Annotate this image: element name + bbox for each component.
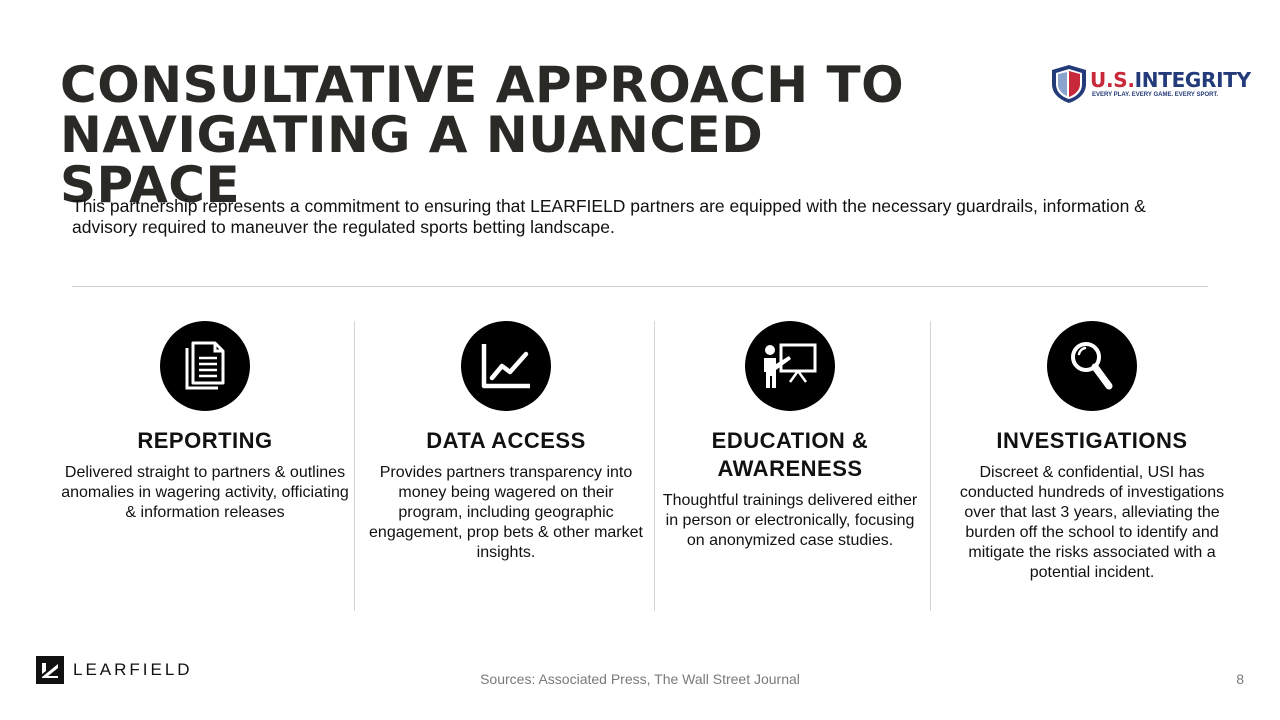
column-divider bbox=[354, 321, 355, 611]
column-title: DATA ACCESS bbox=[426, 428, 586, 453]
presenter-icon bbox=[745, 321, 835, 411]
magnifier-icon bbox=[1047, 321, 1137, 411]
column-divider bbox=[930, 321, 931, 611]
page-number: 8 bbox=[1236, 671, 1244, 687]
brand-name bbox=[1090, 70, 1251, 90]
column-title-line-1: EDUCATION & bbox=[711, 428, 869, 453]
slide-title bbox=[60, 56, 960, 214]
brand-prefix: U.S. bbox=[1090, 68, 1135, 92]
slide-title-line-1: CONSULTATIVE APPROACH TO bbox=[60, 56, 905, 114]
column-education-awareness bbox=[662, 321, 918, 611]
line-chart-icon bbox=[461, 321, 551, 411]
column-title: INVESTIGATIONS bbox=[996, 428, 1188, 453]
column-body: Thoughtful trainings delivered either in person or electronically, focusing on anonymized case studies. bbox=[662, 492, 918, 549]
column-divider bbox=[654, 321, 655, 611]
brand-tagline: EVERY PLAY. EVERY GAME. EVERY SPORT. bbox=[1092, 92, 1219, 98]
column-title-line-2: AWARENESS bbox=[717, 456, 863, 481]
column-title bbox=[662, 427, 918, 483]
column-body: Delivered straight to partners & outlines anomalies in wagering activity, officiating & information releases bbox=[61, 464, 349, 521]
learfield-wordmark: LEARFIELD bbox=[73, 660, 193, 679]
column-investigations bbox=[954, 321, 1230, 611]
column-body: Discreet & confidential, USI has conducted hundreds of investigations over that last 3 years, alleviating the burden off the school to identify and mitigate the risks associated with a potential incident. bbox=[959, 464, 1225, 581]
column-reporting bbox=[60, 321, 350, 611]
shield-icon bbox=[1050, 64, 1088, 104]
us-integrity-logo bbox=[1050, 64, 1251, 106]
sources-note: Sources: Associated Press, The Wall Street Journal bbox=[480, 671, 800, 687]
brand-word: INTEGRITY bbox=[1134, 68, 1251, 92]
column-title: REPORTING bbox=[137, 428, 273, 453]
column-data-access bbox=[366, 321, 646, 611]
column-body: Provides partners transparency into money being wagered on their program, including geographic engagement, prop bets & other market insights. bbox=[369, 464, 643, 561]
intro-paragraph: This partnership represents a commitment to ensuring that LEARFIELD partners are equipped with the necessary guardrails, information & advisory required to maneuver the regulated sports betting landscape. bbox=[72, 196, 1146, 237]
horizontal-divider bbox=[72, 286, 1208, 287]
document-icon bbox=[160, 321, 250, 411]
slide-title-line-2: NAVIGATING A NUANCED SPACE bbox=[60, 106, 764, 214]
